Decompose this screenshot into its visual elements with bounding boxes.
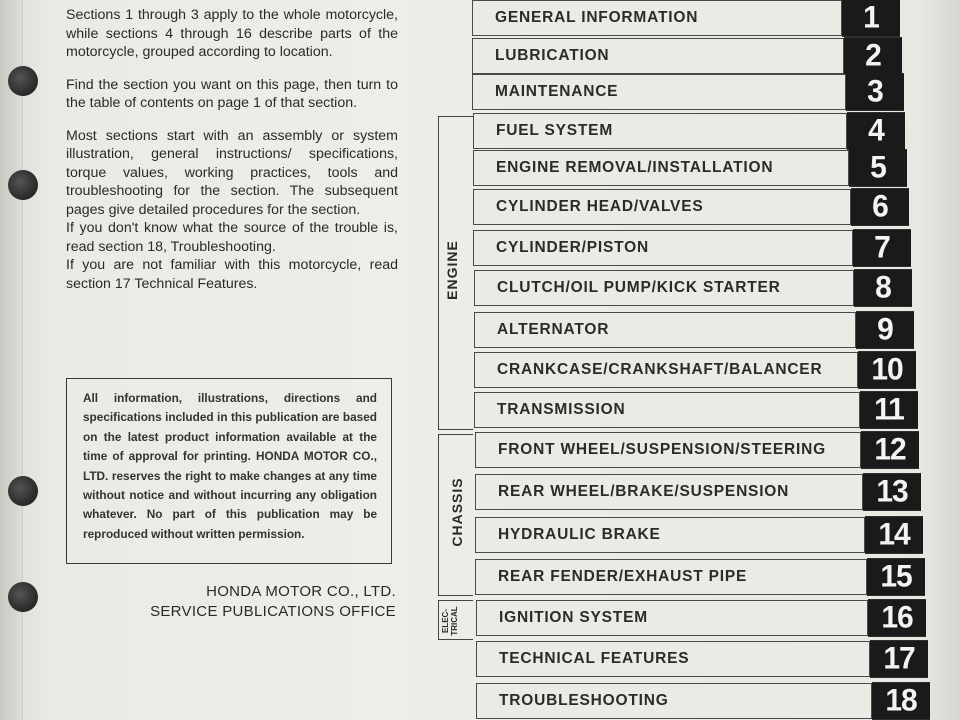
section-tab-1 [472,0,842,36]
section-tab-10 [474,352,858,388]
section-title: ALTERNATOR [497,321,610,338]
page-shadow [920,0,960,720]
publisher-office: SERVICE PUBLICATIONS OFFICE [150,603,396,620]
section-tab-5 [473,150,849,186]
publisher-block [120,582,396,622]
intro-paragraph: Sections 1 through 3 apply to the whole motorcycle, while sections 4 through 16 describe parts of the motorcycle, grouped according to location. [66,7,398,60]
section-tab-16 [476,600,868,636]
section-title: ENGINE REMOVAL/INSTALLATION [496,159,774,176]
intro-paragraph: If you don't know what the source of the trouble is, read section 18, Troubleshooting. [66,220,398,255]
section-tab-2 [472,38,844,74]
intro-paragraph: Find the section you want on this page, then turn to the table of contents on page 1 of that section. [66,76,398,111]
section-number: 17 [870,640,928,678]
section-number: 5 [849,149,907,187]
section-tab-17 [476,641,870,677]
section-tab-8 [474,270,854,306]
section-title: IGNITION SYSTEM [499,609,648,626]
section-title: CLUTCH/OIL PUMP/KICK STARTER [497,279,781,296]
section-tab-3 [472,74,846,110]
intro-paragraph: Most sections start with an assembly or system illustration, general instructions/ specifications, torque values, working practices, tools and troubleshooting for the section. The subsequent pages give detailed procedures for the section. [66,127,398,218]
section-number: 6 [851,188,909,226]
section-number: 9 [856,311,914,349]
section-number: 16 [868,599,926,637]
section-tab-11 [474,392,860,428]
section-number: 3 [846,73,904,111]
section-tab-4 [473,113,847,149]
section-tab-6 [473,189,851,225]
chassis-group-label: CHASSIS [449,477,465,547]
section-title: REAR WHEEL/BRAKE/SUSPENSION [498,483,790,500]
section-number: 8 [854,269,912,307]
binder-hole [8,582,38,612]
publisher-name: HONDA MOTOR CO., LTD. [206,583,396,600]
section-tab-12 [475,432,861,468]
engine-group-label: ENGINE [444,240,460,300]
section-title: CYLINDER/PISTON [496,239,649,256]
section-number: 7 [853,229,911,267]
section-title: HYDRAULIC BRAKE [498,526,661,543]
section-number: 14 [865,516,923,554]
binder-hole [8,66,38,96]
section-title: MAINTENANCE [495,83,619,100]
section-tab-7 [473,230,853,266]
section-title: CYLINDER HEAD/VALVES [496,198,704,215]
intro-paragraph: If you are not familiar with this motorcycle, read section 17 Technical Features. [66,257,398,292]
section-number: 4 [847,112,905,150]
copyright-notice-box [66,378,392,564]
section-tab-18 [476,683,872,719]
binder-hole [8,170,38,200]
section-number: 10 [858,351,916,389]
intro-text [66,6,398,293]
section-number: 11 [860,391,918,429]
binding-edge [0,0,23,720]
section-title: TRANSMISSION [497,401,626,418]
section-title: REAR FENDER/EXHAUST PIPE [498,568,748,585]
section-number: 2 [844,37,902,75]
electrical-group-label [441,601,459,641]
section-title: FRONT WHEEL/SUSPENSION/STEERING [498,441,826,458]
section-tab-14 [475,517,865,553]
section-title: FUEL SYSTEM [496,122,614,139]
section-title: CRANKCASE/CRANKSHAFT/BALANCER [497,361,823,378]
electrical-label-line: TRICAL [450,606,459,636]
section-title: LUBRICATION [495,47,610,64]
section-number: 13 [863,473,921,511]
section-title: TROUBLESHOOTING [499,692,669,709]
section-title: TECHNICAL FEATURES [499,650,690,667]
section-title: GENERAL INFORMATION [495,9,699,26]
section-number: 12 [861,431,919,469]
section-number: 15 [867,558,925,596]
binder-hole [8,476,38,506]
section-tab-9 [474,312,856,348]
section-number: 18 [872,682,930,720]
section-tab-15 [475,559,867,595]
section-tab-13 [475,474,863,510]
section-number: 1 [842,0,900,37]
copyright-notice-text: All information, illustrations, directions and specifications included in this publication are based on the latest product information available at the time of approval for printing. HONDA MOTOR CO., LTD. reserves the right to make changes at any time without notice and without incurring any obligation whatever. No part of this publication may be reproduced without written permission. [83,391,377,541]
electrical-label-line: ELEC- [441,609,450,633]
